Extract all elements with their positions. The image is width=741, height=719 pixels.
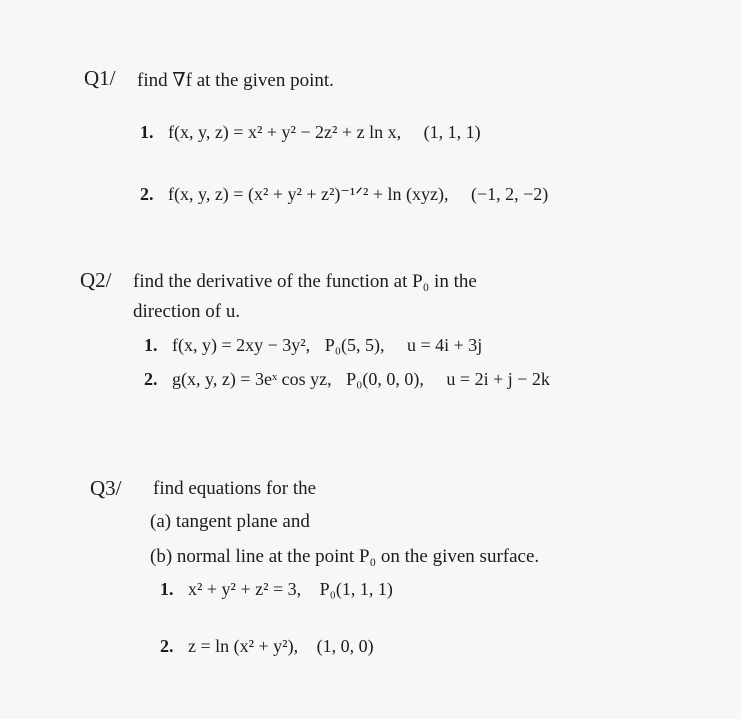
q3-item-1-number: 1. xyxy=(160,579,174,599)
q3-item-1-point: P₀(1, 1, 1) xyxy=(319,579,393,599)
q3-item-2-point: (1, 0, 0) xyxy=(316,636,374,656)
q2-item-1-number: 1. xyxy=(144,335,158,355)
q2-item-2 xyxy=(144,369,550,390)
q3-item-2-expression: z = ln (x² + y²), xyxy=(188,636,299,656)
q2-label: Q2/ xyxy=(80,268,112,292)
q2-item-1-point: P₀(5, 5), xyxy=(324,335,385,355)
q3-part-b: (b) normal line at the point P₀ on the given surface. xyxy=(150,546,540,567)
q1-item-2-number: 2. xyxy=(140,184,154,204)
q3-item-2-number: 2. xyxy=(160,636,174,656)
q2-item-2-number: 2. xyxy=(144,369,158,389)
q3-label: Q3/ xyxy=(90,476,122,500)
q2-item-2-expression: g(x, y, z) = 3eˣ cos yz, xyxy=(172,369,332,389)
q2-item-1-expression: f(x, y) = 2xy − 3y², xyxy=(172,335,311,355)
q1-item-1-number: 1. xyxy=(140,122,154,142)
q2-item-2-direction: u = 2i + j − 2k xyxy=(446,369,550,389)
q1-item-2 xyxy=(140,184,548,205)
q1-item-1-point: (1, 1, 1) xyxy=(423,122,481,142)
q2-prompt-line2: direction of u. xyxy=(133,301,241,322)
q2-item-2-point: P₀(0, 0, 0), xyxy=(346,369,424,389)
q3-prompt: find equations for the xyxy=(153,478,317,499)
q1-item-1-expression: f(x, y, z) = x² + y² − 2z² + z ln x, xyxy=(168,122,402,142)
q1-item-1 xyxy=(140,122,481,143)
q3-item-2 xyxy=(160,636,374,657)
q3-item-1-expression: x² + y² + z² = 3, xyxy=(188,579,302,599)
q1-label: Q1/ xyxy=(84,66,116,90)
q1-prompt: find ∇f at the given point. xyxy=(137,70,334,91)
q1-item-2-point: (−1, 2, −2) xyxy=(470,184,549,204)
q2-item-1 xyxy=(144,335,482,356)
q2-prompt-line1: find the derivative of the function at P₀ in the xyxy=(133,271,477,292)
q3-item-1 xyxy=(160,579,393,600)
q2-item-1-direction: u = 4i + 3j xyxy=(406,335,483,355)
q3-part-a: (a) tangent plane and xyxy=(150,511,310,532)
q1-item-2-expression: f(x, y, z) = (x² + y² + z²)⁻¹ᐟ² + ln (xyz), xyxy=(168,184,449,204)
